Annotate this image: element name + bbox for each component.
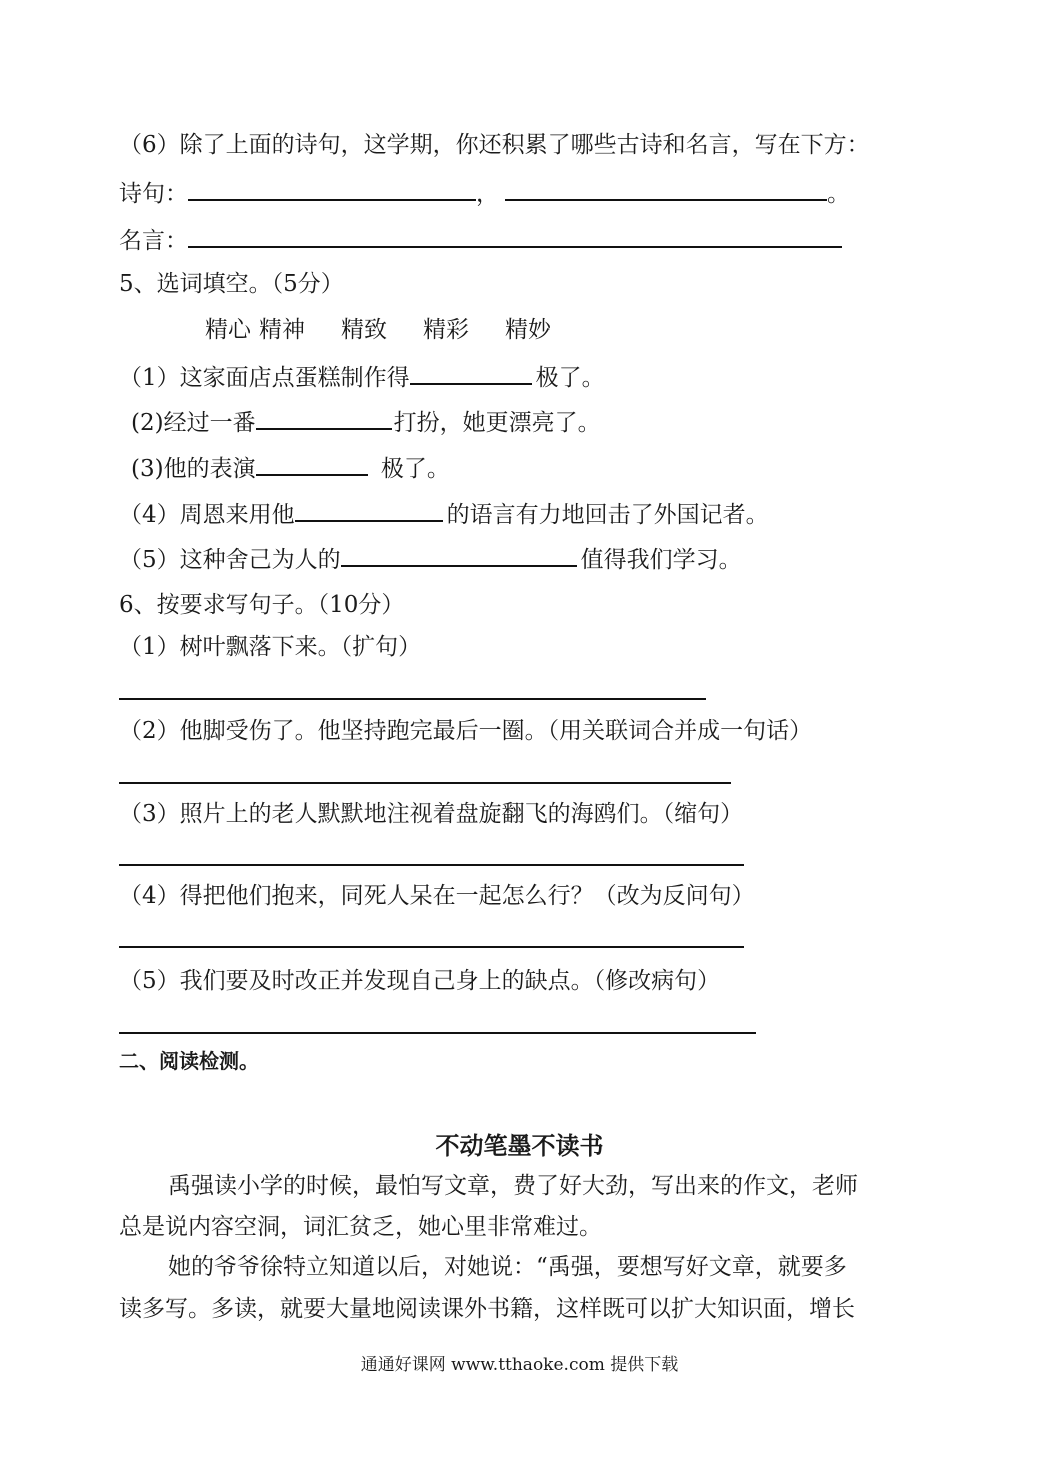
- answer-line-5[interactable]: [119, 1032, 756, 1034]
- poem-row: [119, 177, 850, 209]
- word-bank: [205, 315, 587, 345]
- fill-item-5-text: （5）这种舍己为人的: [119, 547, 341, 573]
- answer-line-3[interactable]: [119, 864, 744, 866]
- fill-item-1-after: 极了。: [535, 365, 605, 391]
- section-5-heading: 5、选词填空。（5分）: [119, 271, 344, 297]
- answer-line-1[interactable]: [119, 698, 706, 700]
- question-4-6: （6）除了上面的诗句，这学期，你还积累了哪些古诗和名言，写在下方：: [119, 132, 870, 158]
- section-6-heading: 6、按要求写句子。（10分）: [119, 592, 405, 618]
- fill-blank-2[interactable]: [256, 406, 392, 430]
- reading-title: 不动笔墨不读书: [435, 1132, 604, 1160]
- rewrite-item-5: （5）我们要及时改正并发现自己身上的缺点。（修改病句）: [119, 968, 721, 994]
- answer-line-2[interactable]: [119, 782, 731, 784]
- fill-blank-1[interactable]: [410, 361, 532, 385]
- fill-item-2-after: 打扮，她更漂亮了。: [393, 410, 601, 436]
- fill-blank-3[interactable]: [256, 452, 368, 476]
- page-footer: 通通好课网 www.tthaoke.com 提供下载: [360, 1355, 679, 1375]
- poem-blank-1[interactable]: [188, 177, 476, 201]
- word-3: 精致: [341, 317, 387, 343]
- poem-comma: ，: [476, 181, 499, 207]
- part-2-heading: 二、阅读检测。: [119, 1049, 259, 1073]
- passage-para1-line2: 总是说内容空洞，词汇贫乏，她心里非常难过。: [119, 1214, 602, 1240]
- fill-item-1: [119, 361, 605, 393]
- fill-item-2: [131, 406, 601, 438]
- fill-item-5-after: 值得我们学习。: [580, 547, 742, 573]
- fill-item-1-text: （1）这家面店点蛋糕制作得: [119, 365, 410, 391]
- fill-blank-4[interactable]: [295, 498, 443, 522]
- word-5: 精妙: [505, 317, 551, 343]
- fill-item-5: [119, 543, 742, 575]
- passage-para2-line2: 读多写。多读，就要大量地阅读课外书籍，这样既可以扩大知识面，增长: [119, 1296, 855, 1322]
- fill-item-2-text: (2)经过一番: [131, 410, 256, 436]
- fill-item-4: [119, 498, 769, 530]
- fill-item-4-after: 的语言有力地回击了外国记者。: [446, 502, 769, 528]
- word-2: 精神: [259, 317, 305, 343]
- passage-para2-line1: 她的爷爷徐特立知道以后，对她说：“禹强，要想写好文章，就要多: [168, 1254, 847, 1280]
- word-4: 精彩: [423, 317, 469, 343]
- passage-para1-line1: 禹强读小学的时候，最怕写文章，费了好大劲，写出来的作文，老师: [168, 1173, 858, 1199]
- fill-item-3-text: (3)他的表演: [131, 456, 256, 482]
- rewrite-item-4: （4）得把他们抱来，同死人呆在一起怎么行？（改为反问句）: [119, 883, 755, 909]
- rewrite-item-3: （3）照片上的老人默默地注视着盘旋翻飞的海鸥们。（缩句）: [119, 801, 744, 827]
- fill-item-3-after: 极了。: [373, 456, 450, 482]
- quote-blank[interactable]: [188, 224, 842, 248]
- rewrite-item-1: （1）树叶飘落下来。（扩句）: [119, 634, 422, 660]
- fill-item-4-text: （4）周恩来用他: [119, 502, 295, 528]
- poem-end: 。: [827, 181, 850, 207]
- fill-blank-5[interactable]: [341, 543, 577, 567]
- word-1: 精心: [205, 317, 251, 343]
- poem-blank-2[interactable]: [505, 177, 827, 201]
- quote-label: 名言：: [119, 228, 188, 254]
- quote-row: [119, 224, 842, 256]
- rewrite-item-2: （2）他脚受伤了。他坚持跑完最后一圈。（用关联词合并成一句话）: [119, 718, 813, 744]
- answer-line-4[interactable]: [119, 946, 744, 948]
- fill-item-3: [131, 452, 450, 484]
- poem-label: 诗句：: [119, 181, 188, 207]
